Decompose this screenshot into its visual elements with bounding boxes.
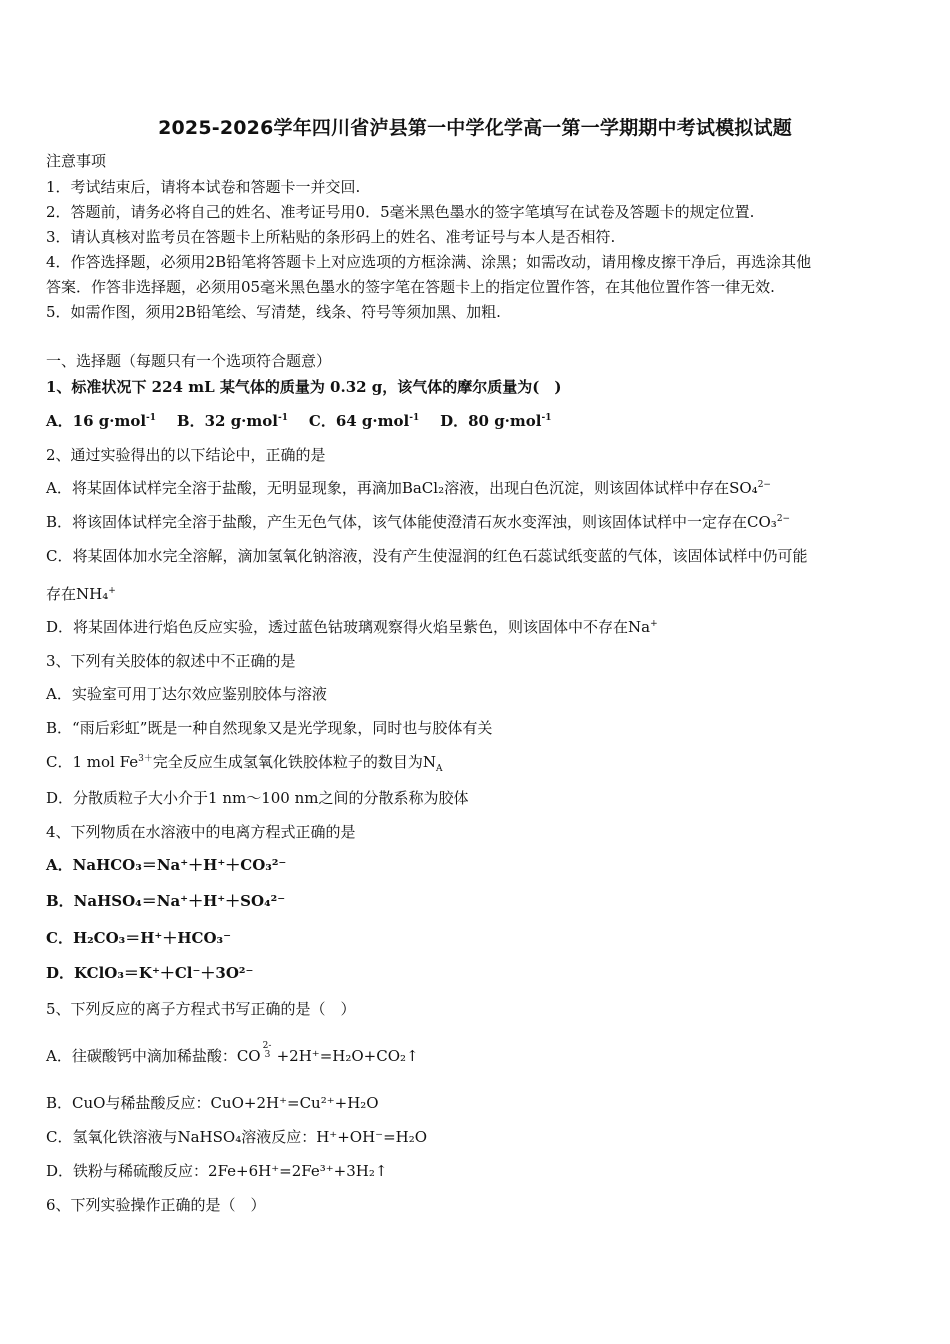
notice-item-2: 2．答题前，请务必将自己的姓名、准考证号用0．5毫米黑色墨水的签字笔填写在试卷及答题卡的规定位置. [46, 203, 755, 221]
q1-option-d-exp: -1 [541, 413, 552, 423]
q5-option-a-pre: A．往碳酸钙中滴加稀盐酸：CO [46, 1047, 261, 1065]
q2-option-b-text: B．将该固体试样完全溶于盐酸，产生无色气体，该气体能使澄清石灰水变浑浊，则该固体试样中一定存在CO₃ [46, 513, 777, 531]
question-1-options [46, 411, 551, 431]
page-title: 2025-2026学年四川省泸县第一中学化学高一第一学期期中考试模拟试题 [158, 117, 792, 139]
q5-option-a [46, 1041, 419, 1066]
q2-option-c-charge: + [108, 586, 116, 596]
q2-option-c: C．将某固体加水完全溶解，滴加氢氧化钠溶液，没有产生使湿润的红色石蕊试纸变蓝的气体，该固体试样中仍可能 [46, 547, 808, 565]
q2-option-b [46, 512, 790, 532]
question-5-stem: 5、下列反应的离子方程式书写正确的是（ ） [46, 1000, 356, 1018]
notice-item-4: 4．作答选择题，必须用2B铅笔将答题卡上对应选项的方框涂满、涂黑；如需改动，请用橡皮擦干净后，再选涂其他 [46, 253, 812, 271]
q5-option-c: C．氢氧化铁溶液与NaHSO₄溶液反应：H⁺+OH⁻=H₂O [46, 1128, 428, 1146]
q1-option-a-exp: -1 [146, 413, 157, 423]
q3-option-c-charge: 3＋ [138, 754, 153, 764]
q1-option-c-exp: -1 [409, 413, 420, 423]
question-3-stem: 3、下列有关胶体的叙述中不正确的是 [46, 652, 296, 670]
q1-option-b-exp: -1 [277, 413, 288, 423]
q4-option-d: D．KClO₃＝K⁺＋Cl⁻＋3O²⁻ [46, 964, 254, 982]
notice-item-3: 3．请认真核对监考员在答题卡上所粘贴的条形码上的姓名、准考证号与本人是否相符. [46, 228, 616, 246]
q2-option-d-text: D．将某固体进行焰色反应实验，透过蓝色钴玻璃观察得火焰呈紫色，则该固体中不存在Na [46, 618, 651, 636]
q4-option-b: B．NaHSO₄＝Na⁺＋H⁺＋SO₄²⁻ [46, 892, 286, 910]
q3-option-c-sub: A [435, 764, 443, 774]
q2-option-d [46, 617, 658, 637]
q3-option-c [46, 752, 442, 772]
question-6-stem: 6、下列实验操作正确的是（ ） [46, 1196, 266, 1214]
q2-option-a [46, 478, 771, 498]
q5-option-d: D．铁粉与稀硫酸反应：2Fe+6H⁺=2Fe³⁺+3H₂↑ [46, 1162, 388, 1180]
q4-option-c: C．H₂CO₃＝H⁺＋HCO₃⁻ [46, 929, 232, 947]
q3-option-a: A．实验室可用丁达尔效应鉴别胶体与溶液 [46, 685, 327, 703]
q5-option-a-subscript: 3 [264, 1050, 271, 1060]
question-2-stem: 2、通过实验得出的以下结论中，正确的是 [46, 446, 326, 464]
q2-option-c-cont [46, 584, 116, 604]
q5-option-a-ion [261, 1041, 277, 1066]
q5-option-a-post: +2H⁺=H₂O+CO₂↑ [276, 1047, 419, 1065]
q1-option-a: A．16 g·mol [46, 412, 147, 430]
section-heading: 一、选择题（每题只有一个选项符合题意） [46, 352, 332, 370]
q2-option-a-charge: 2− [757, 480, 771, 490]
notice-item-5: 5．如需作图，须用2B铅笔绘、写清楚，线条、符号等须加黑、加粗. [46, 303, 501, 321]
notice-heading: 注意事项 [46, 152, 107, 170]
question-4-stem: 4、下列物质在水溶液中的电离方程式正确的是 [46, 823, 356, 841]
q2-option-a-text: A．将某固体试样完全溶于盐酸，无明显现象，再滴加BaCl₂溶液，出现白色沉淀，则该固体试样中存在SO₄ [46, 479, 758, 497]
q2-option-d-charge: + [650, 619, 658, 629]
q1-option-c: C．64 g·mol [308, 412, 410, 430]
q3-option-d: D．分散质粒子大小介于1 nm～100 nm之间的分散系称为胶体 [46, 789, 469, 807]
question-1-stem: 1、标准状况下 224 mL 某气体的质量为 0.32 g，该气体的摩尔质量为( ) [46, 378, 562, 396]
notice-item-4-cont: 答案．作答非选择题，必须用05毫米黑色墨水的签字笔在答题卡上的指定位置作答，在其他位置作答一律无效. [46, 278, 775, 296]
notice-item-1: 1．考试结束后，请将本试卷和答题卡一并交回. [46, 178, 361, 196]
q3-option-c-pre: C．1 mol Fe [46, 753, 139, 771]
q1-option-d: D．80 g·mol [440, 412, 542, 430]
q5-option-a-charge: 2- [262, 1041, 272, 1051]
q3-option-c-mid: 完全反应生成氢氧化铁胶体粒子的数目为N [152, 753, 436, 771]
q5-option-b: B．CuO与稀盐酸反应：CuO+2H⁺=Cu²⁺+H₂O [46, 1094, 379, 1112]
q2-option-b-charge: 2− [776, 514, 791, 524]
q1-option-b: B．32 g·mol [176, 412, 278, 430]
q4-option-a: A．NaHCO₃＝Na⁺＋H⁺＋CO₃²⁻ [46, 856, 287, 874]
q3-option-b: B．“雨后彩虹”既是一种自然现象又是光学现象，同时也与胶体有关 [46, 719, 493, 737]
q2-option-c-cont-text: 存在NH₄ [46, 585, 109, 603]
